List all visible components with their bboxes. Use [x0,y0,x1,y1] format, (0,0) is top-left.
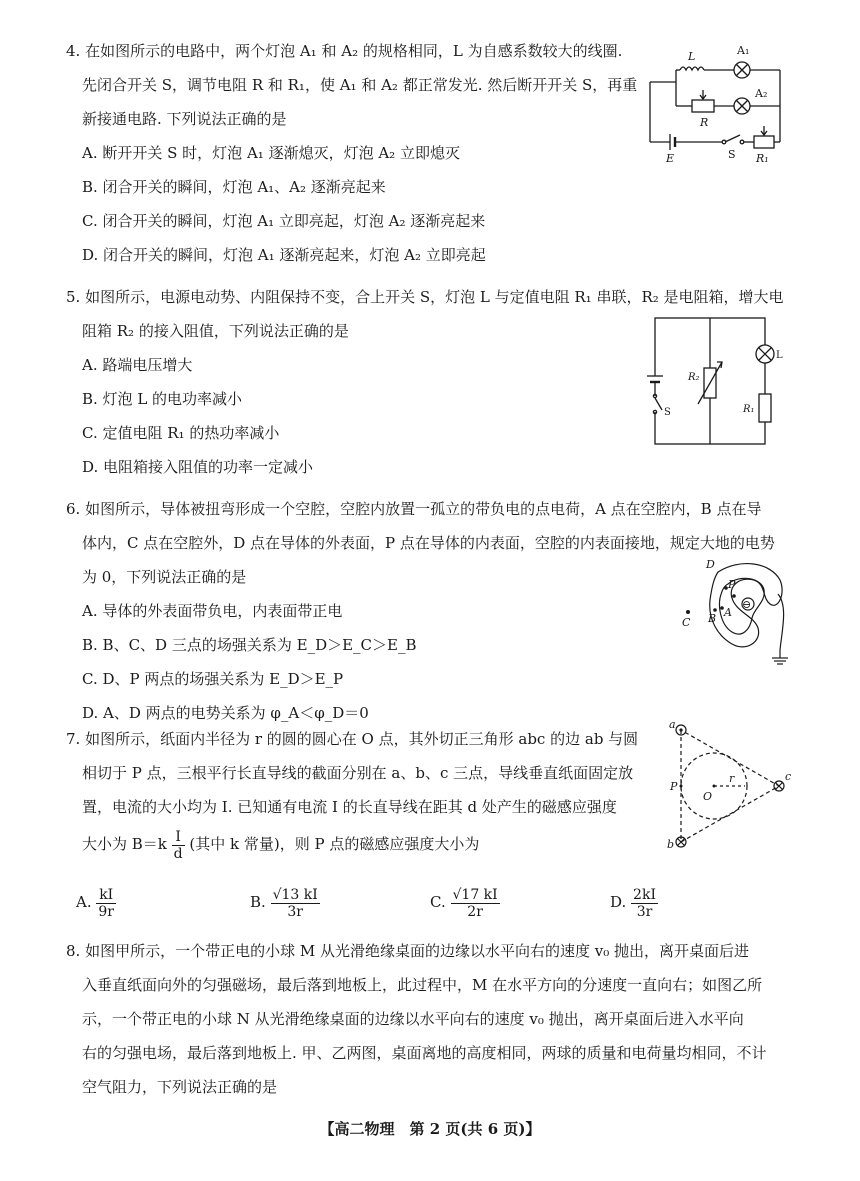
q7-option-c-den: 2r [467,903,483,920]
page-footer: 【高二物理 第 2 页(共 6 页)】 [319,1120,541,1138]
q7-option-d-fraction [631,887,658,920]
q7-option-d-den: 3r [636,903,653,920]
q7-option-d [610,884,658,920]
q7-option-a-num: kI [96,887,116,904]
q4-fig-label-e: E [666,152,675,164]
q8-line-5: 空气阻力，下列说法正确的是 [82,1078,278,1096]
q6-fig-label-b: B [708,612,717,625]
q7-option-c-num: √17 kI [452,886,498,903]
q7-fig-label-a: a [669,718,676,731]
q4-fig-label-l: L [688,50,696,63]
q4-line-2: 先闭合开关 S，调节电阻 R 和 R₁，使 A₁ 和 A₂ 都正常发光. 然后断开开关 S，再重 [82,76,638,94]
q6-fig-label-a: A [724,606,732,619]
q6-option-c: C. D、P 两点的场强关系为 E_D＞E_P [82,670,344,688]
q5-option-a: A. 路端电压增大 [82,356,193,374]
q5-option-d: D. 电阻箱接入阻值的功率一定减小 [82,458,314,476]
q8-line-4: 右的匀强电场，最后落到地板上. 甲、乙两图，桌面离地的高度相同，两球的质量和电荷量均相同，不计 [82,1044,767,1062]
q5-fig-label-s: S [664,407,671,418]
q7-fig-label-r: r [729,772,735,785]
q8-line-2: 入垂直纸面向外的匀强磁场，最后落到地板上，此过程中，M 在水平方向的分速度一直向右；如图乙所 [82,976,763,994]
q6-conductor-figure [670,550,800,675]
q7-line-1: 7. 如图所示，纸面内半径为 r 的圆的圆心在 O 点，其外切正三角形 abc 的边 ab 与圆 [66,730,639,748]
q7-option-d-letter: D. [610,893,627,911]
q7-option-c [430,884,500,920]
q7-line-3: 置，电流的大小均为 I. 已知通有电流 I 的长直导线在距其 d 处产生的磁感应强度 [82,798,617,816]
q6-line-2: 体内，C 点在空腔外，D 点在导体的外表面，P 点在导体的内表面，空腔的内表面接地，规定大地的电势 [82,534,775,552]
q4-fig-label-a2: A₂ [755,87,768,100]
q6-fig-label-c: C [682,616,691,629]
q8-line-1: 8. 如图甲所示，一个带正电的小球 M 从光滑绝缘桌面的边缘以水平向右的速度 v₀ 抛出，离开桌面后进 [66,942,750,960]
q7-formula-suffix: (其中 k 常量)，则 P 点的磁感应强度大小为 [189,835,480,853]
q7-line-4 [82,826,479,862]
q4-option-c: C. 闭合开关的瞬间，灯泡 A₁ 立即亮起，灯泡 A₂ 逐渐亮起来 [82,212,486,230]
q4-circuit-figure [640,42,800,164]
q6-line-3: 为 0，下列说法正确的是 [82,568,247,586]
q8-line-3: 示，一个带正电的小球 N 从光滑绝缘桌面的边缘以水平向右的速度 v₀ 抛出，离开桌面后进入水平向 [82,1010,744,1028]
q7-option-a-den: 9r [98,903,114,920]
q7-formula-fraction [172,829,185,862]
q7-fig-label-c: c [785,770,792,783]
q4-option-a: A. 断开开关 S 时，灯泡 A₁ 逐渐熄灭，灯泡 A₂ 立即熄灭 [82,144,460,162]
q5-fig-label-r1: R₁ [743,404,755,415]
q4-option-d: D. 闭合开关的瞬间，灯泡 A₁ 逐渐亮起来，灯泡 A₂ 立即亮起 [82,246,486,264]
q5-circuit-figure [640,312,790,452]
q6-fig-negative-charge: ⊖ [742,598,752,611]
q7-option-a-letter: A. [76,893,92,911]
q7-formula-denominator: d [173,845,183,862]
q6-option-d: D. A、D 两点的电势关系为 φ_A＜φ_D＝0 [82,704,369,722]
q4-line-3: 新接通电路. 下列说法正确的是 [82,110,287,128]
q7-fig-label-b: b [667,838,675,851]
q4-line-1: 4. 在如图所示的电路中，两个灯泡 A₁ 和 A₂ 的规格相同，L 为自感系数较大的线圈. [66,42,623,60]
q5-fig-label-l: L [776,350,783,361]
q7-fig-label-o: O [703,790,713,803]
q7-option-c-letter: C. [430,893,446,911]
q6-line-1: 6. 如图所示，导体被扭弯形成一个空腔，空腔内放置一孤立的带负电的点电荷，A 点在空腔内，B 点在导 [66,500,762,518]
q7-option-a-fraction [96,887,116,920]
q7-triangle-figure [645,716,795,862]
q7-option-b-letter: B. [250,893,266,911]
q7-option-b-fraction [271,887,320,920]
q7-option-a [76,884,116,920]
q7-formula-prefix: 大小为 B＝k [82,835,167,853]
q5-line-1: 5. 如图所示，电源电动势、内阻保持不变，合上开关 S，灯泡 L 与定值电阻 R₁ 串联，R₂ 是电阻箱，增大电 [66,288,784,306]
q5-line-2: 阻箱 R₂ 的接入阻值，下列说法正确的是 [82,322,349,340]
q4-fig-label-r: R [700,116,709,129]
q5-option-c: C. 定值电阻 R₁ 的热功率减小 [82,424,280,442]
q7-option-d-num: 2kI [633,886,656,903]
q7-option-b-num: √13 kI [272,886,318,903]
q7-fig-label-p: P [670,780,678,793]
q6-fig-label-d: D [706,558,715,571]
q5-option-b: B. 灯泡 L 的电功率减小 [82,390,243,408]
q5-fig-label-r2: R₂ [688,372,700,383]
q7-option-c-fraction [451,887,500,920]
q6-option-a: A. 导体的外表面带负电，内表面带正电 [82,602,343,620]
q4-fig-label-s: S [728,148,736,161]
q7-formula-numerator: I [172,829,185,846]
q7-option-b [250,884,320,920]
q4-fig-label-r1: R₁ [756,152,769,164]
q7-option-b-den: 3r [287,903,303,920]
q4-option-b: B. 闭合开关的瞬间，灯泡 A₁、A₂ 逐渐亮起来 [82,178,386,196]
q4-fig-label-a1: A₁ [737,44,750,57]
q6-fig-label-p: P [728,578,736,591]
q6-option-b: B. B、C、D 三点的场强关系为 E_D＞E_C＞E_B [82,636,417,654]
q7-line-2: 相切于 P 点，三根平行长直导线的截面分别在 a、b、c 三点，导线垂直纸面固定放 [82,764,634,782]
